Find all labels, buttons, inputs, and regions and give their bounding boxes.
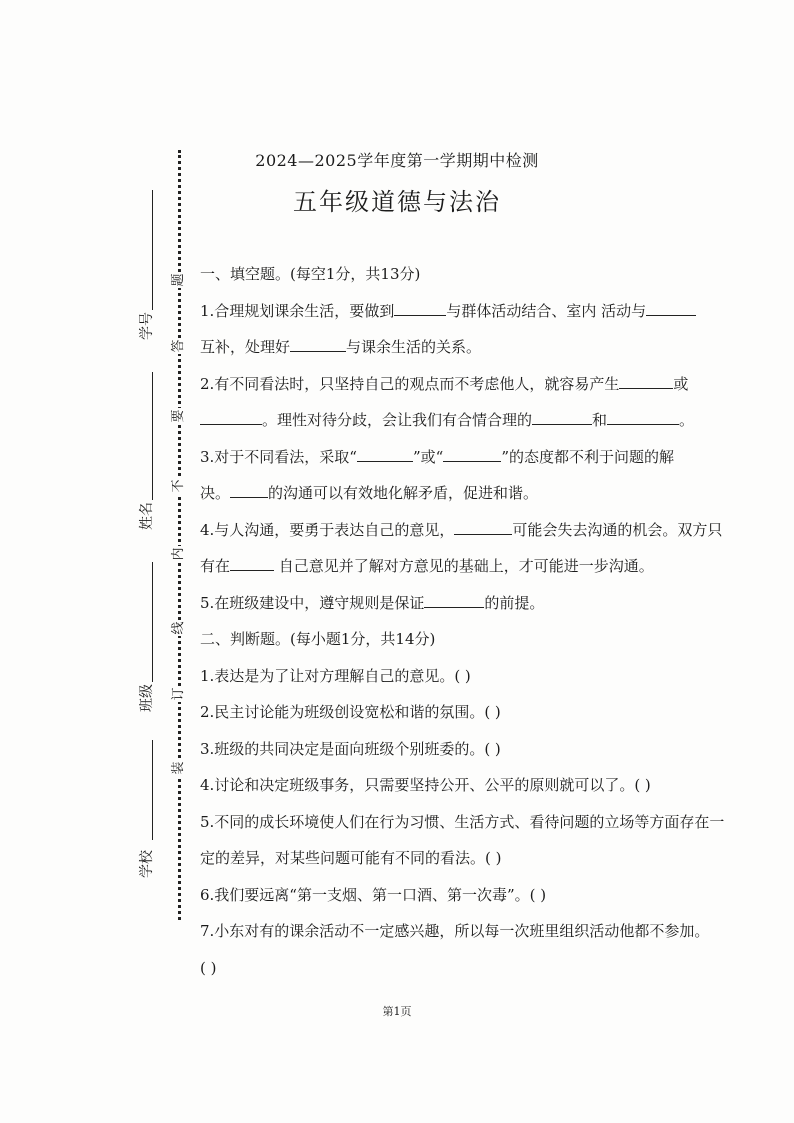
judge-item-3: 3.班级的共同决定是面向班级个别班委的。( ) xyxy=(200,739,501,758)
question-2-line-1 xyxy=(200,366,740,403)
class-field xyxy=(126,562,166,722)
question-text: 互补，处理好 xyxy=(200,338,291,356)
answer-blank[interactable] xyxy=(454,520,512,535)
question-3-line-1 xyxy=(200,439,740,476)
question-1-line-2 xyxy=(200,329,740,366)
question-text: 的前提。 xyxy=(484,593,545,612)
question-text: 4.与人沟通，要勇于表达自己的意见， xyxy=(200,520,455,539)
question-4-line-1 xyxy=(200,512,740,549)
question-4-line-2 xyxy=(200,548,740,585)
question-text: ”或“ xyxy=(412,447,444,466)
name-line[interactable] xyxy=(152,372,153,500)
question-text: 3.对于不同看法，采取“ xyxy=(200,447,357,466)
judge-item-5-line-2: 定的差异，对某些问题可能有不同的看法。( ) xyxy=(200,849,502,867)
answer-blank[interactable] xyxy=(230,556,274,571)
judge-item-6: 6.我们要远离“第一支烟、第一口酒、第一次毒”。( ) xyxy=(200,885,547,904)
question-text: 2.有不同看法时，只坚持自己的观点而不考虑他人，就容易产生 xyxy=(200,374,620,393)
question-text: 可能会失去沟通的机会。双方只 xyxy=(512,520,723,539)
school-line[interactable] xyxy=(152,740,153,840)
question-text: 与群体活动结合、室内 活动与 xyxy=(446,301,647,320)
seal-char: 要 xyxy=(171,409,186,423)
answer-blank[interactable] xyxy=(357,447,413,462)
judge-item-1: 1.表达是为了让对方理解自己的意见。( ) xyxy=(200,666,471,685)
answer-blank[interactable] xyxy=(532,410,592,425)
question-text: 或 xyxy=(673,374,689,393)
section-1-heading: 一、填空题。(每空1分，共13分) xyxy=(200,265,421,283)
judge-item-4: 4.讨论和决定班级事务，只需要坚持公开、公平的原则就可以了。( ) xyxy=(200,776,651,794)
question-5-line-1 xyxy=(200,585,740,622)
seal-char: 装 xyxy=(171,761,186,775)
question-text: ”的态度都不利于问题的解 xyxy=(501,447,674,466)
question-1-line-1 xyxy=(200,293,740,330)
question-text: 1.合理规划课余生活，要做到 xyxy=(200,301,395,320)
question-text: 。 xyxy=(679,411,695,429)
question-text: 自己意见并了解对方意见的基础上，才可能进一步沟通。 xyxy=(274,557,654,575)
answer-blank[interactable] xyxy=(607,410,679,425)
question-text: 。理性对待分歧，会让我们有合情合理的 xyxy=(262,411,533,429)
page-number: 第1页 xyxy=(382,1005,412,1018)
question-text: 有在 xyxy=(200,557,231,575)
exam-main-title: 五年级道德与法治 xyxy=(293,188,501,216)
answer-blank[interactable] xyxy=(646,301,696,316)
name-label: 姓名 xyxy=(139,502,155,530)
class-label: 班级 xyxy=(139,684,155,712)
seal-char: 答 xyxy=(171,339,186,353)
school-field xyxy=(126,740,166,880)
exam-content xyxy=(200,256,740,986)
school-label: 学校 xyxy=(139,850,155,878)
name-field xyxy=(126,372,166,540)
question-text: 决。 xyxy=(200,484,231,502)
judge-item-2: 2.民主讨论能为班级创设宽松和谐的氛围。( ) xyxy=(200,703,501,721)
answer-blank[interactable] xyxy=(619,374,673,389)
question-text: 5.在班级建设中，遵守规则是保证 xyxy=(200,593,425,612)
student-id-label: 学号 xyxy=(139,312,155,340)
question-text: 和 xyxy=(592,411,608,429)
answer-blank[interactable] xyxy=(200,410,262,425)
seal-char: 不 xyxy=(171,479,186,493)
judge-item-7-line-1: 7.小东对有的课余活动不一定感兴趣，所以每一次班里组织活动他都不参加。 xyxy=(200,922,710,940)
judge-item-5-line-1: 5.不同的成长环境使人们在行为习惯、生活方式、看待问题的立场等方面存在一 xyxy=(200,812,725,831)
question-text: 的沟通可以有效地化解矛盾，促进和谐。 xyxy=(268,484,539,502)
seal-char: 内 xyxy=(171,547,186,561)
judge-item-7-line-2: ( ) xyxy=(200,958,217,977)
seal-char: 题 xyxy=(171,273,186,287)
class-line[interactable] xyxy=(152,562,153,682)
seal-char: 线 xyxy=(171,621,186,635)
question-2-line-2 xyxy=(200,402,740,439)
question-3-line-2 xyxy=(200,475,740,512)
answer-blank[interactable] xyxy=(230,483,268,498)
seal-char: 订 xyxy=(171,687,186,701)
answer-blank[interactable] xyxy=(290,337,346,352)
section-2-heading: 二、判断题。(每小题1分，共14分) xyxy=(200,630,436,648)
question-text: 与课余生活的关系。 xyxy=(346,338,482,356)
binding-dotted-line xyxy=(178,150,181,920)
answer-blank[interactable] xyxy=(443,447,501,462)
exam-year-title: 2024—2025学年度第一学期期中检测 xyxy=(255,151,539,170)
answer-blank[interactable] xyxy=(394,301,446,316)
answer-blank[interactable] xyxy=(424,593,484,608)
